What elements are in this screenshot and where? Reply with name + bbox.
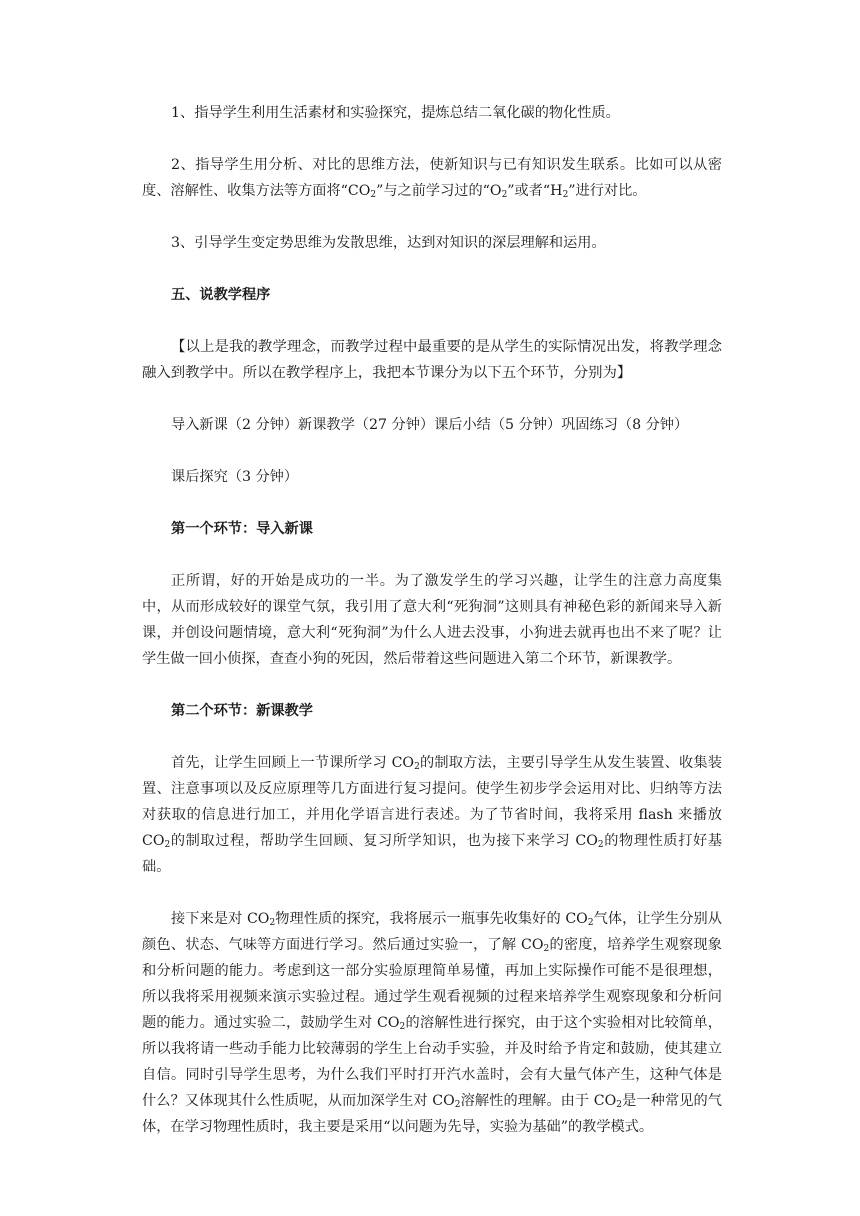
- objective-3: [142, 230, 722, 256]
- text-run: 的物理性质打好基础。: [142, 833, 722, 875]
- subscript: 2: [414, 762, 420, 772]
- schedule-line-2-text: 课后探究（3 分钟）: [171, 469, 299, 485]
- text-run: 物理性质的探究，我将展示一瓶事先收集好的 CO: [275, 911, 588, 927]
- section-5-heading: [142, 282, 722, 308]
- text-run: ”进行对比。: [568, 183, 647, 199]
- schedule-line-1: [142, 412, 722, 438]
- procedure-intro: [142, 334, 722, 386]
- subscript: 2: [269, 918, 276, 928]
- subscript: 2: [454, 1100, 461, 1110]
- text-run: 溶解性的理解。由于 CO: [460, 1093, 617, 1109]
- subscript: 2: [370, 190, 377, 200]
- objective-2: [142, 152, 722, 204]
- step-1-paragraph: [142, 568, 722, 672]
- text-run: 的密度，培养学生观察现象和分析问题的能力。考虑到这一部分实验原理简单易懂，再加上实际操作可能不是很理想，所以我将采用视频来演示实验过程。通过学生观看视频的过程来培养学生观察现象和分析问题的能力。通过实验二，鼓励学生对 CO: [142, 937, 722, 1031]
- text-run: 2、指导学生用分析、对比的思维方法，使新知识与已有知识发生联系。比如可以从密度、溶解性、收集方法等方面将“CO: [142, 157, 722, 199]
- text-run: 的制取过程，帮助学生回顾、复习所学知识，也为接下来学习 CO: [170, 833, 598, 849]
- text-run: 气体，让学生分别从颜色、状态、气味等方面进行学习。然后通过实验一，了解 CO: [142, 911, 722, 953]
- subscript: 2: [399, 1022, 406, 1032]
- objective-1: [142, 100, 722, 126]
- section-5-title: 五、说教学程序: [171, 287, 271, 303]
- text-run: ”或者“H: [507, 183, 563, 199]
- step-2-paragraph-1: [142, 750, 722, 880]
- step-1-title: 第一个环节：导入新课: [171, 521, 313, 537]
- subscript: 2: [164, 840, 171, 850]
- step-2-paragraph-2: [142, 906, 722, 1140]
- subscript: 2: [562, 190, 569, 200]
- procedure-intro-text: 【以上是我的教学理念，而教学过程中最重要的是从学生的实际情况出发，将教学理念融入到教学中。所以在教学程序上，我把本节课分为以下五个环节，分别为】: [142, 339, 722, 381]
- schedule-line-2: [142, 464, 722, 490]
- subscript: 2: [543, 944, 550, 954]
- text-run: 的溶解性进行探究，由于这个实验相对比较简单，所以我将请一些动手能力比较薄弱的学生上台动手实验，并及时给予肯定和鼓励，使其建立自信。同时引导学生思考，为什么我们平时打开汽水盖时，会有大量气体产生，这种气体是什么？又体现其什么性质呢，从而加深学生对 CO: [142, 1015, 722, 1109]
- objective-3-text: 3、引导学生变定势思维为发散思维，达到对知识的深层理解和运用。: [171, 235, 606, 251]
- subscript: 2: [616, 1100, 622, 1110]
- step-1-heading: [142, 516, 722, 542]
- subscript: 2: [597, 840, 604, 850]
- objective-1-text: 1、指导学生利用生活素材和实验探究，提炼总结二氧化碳的物化性质。: [171, 105, 620, 121]
- document-body: [142, 100, 722, 1140]
- schedule-line-1-text: 导入新课（2 分钟）新课教学（27 分钟）课后小结（5 分钟）巩固练习（8 分钟）: [171, 417, 689, 433]
- text-run: 接下来是对 CO: [171, 911, 270, 927]
- step-1-text: 正所谓，好的开始是成功的一半。为了激发学生的学习兴趣，让学生的注意力高度集中，从而形成较好的课堂气氛，我引用了意大利“死狗洞”这则具有神秘色彩的新闻来导入新课，并创设问题情境，意大利“死狗洞”为什么人进去没事，小狗进去就再也出不来了呢？让学生做一回小侦探，查查小狗的死因，然后带着这些问题进入第二个环节，新课教学。: [142, 573, 722, 667]
- step-2-heading: [142, 698, 722, 724]
- subscript: 2: [501, 190, 508, 200]
- subscript: 2: [587, 918, 594, 928]
- step-2-title: 第二个环节：新课教学: [171, 703, 313, 719]
- text-run: ”与之前学习过的“O: [376, 183, 502, 199]
- text-run: 是一种常见的气体，在学习物理性质时，我主要是采用“以问题为先导，实验为基础”的教学模式。: [142, 1093, 722, 1135]
- text-run: 的制取方法，主要引导学生从发生装置、收集装置、注意事项以及反应原理等几方面进行复习提问。使学生初步学会运用对比、归纳等方法对获取的信息进行加工，并用化学语言进行表述。为了节省时间，我将采用 flash 来播放 CO: [142, 755, 722, 849]
- text-run: 首先，让学生回顾上一节课所学习 CO: [171, 755, 415, 771]
